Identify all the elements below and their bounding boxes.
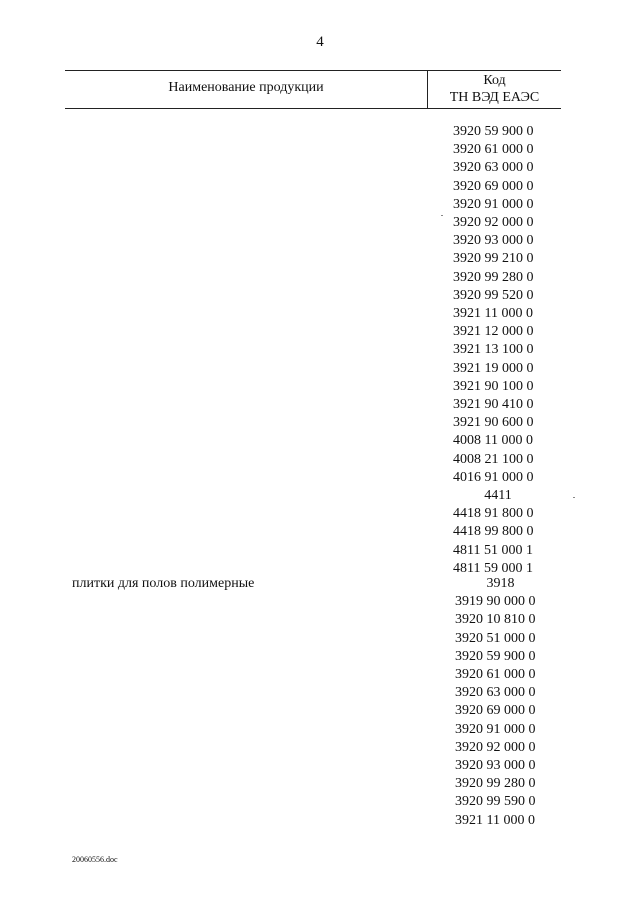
code-item: 3919 90 000 0 xyxy=(455,594,536,610)
code-item: 3921 11 000 0 xyxy=(455,812,535,828)
code-item: 3920 51 000 0 xyxy=(455,630,536,646)
code-item: 4008 21 100 0 xyxy=(453,451,534,467)
code-item: 3920 91 000 0 xyxy=(455,721,536,737)
code-item-heading: 3918 xyxy=(486,576,515,591)
code-item: 4811 59 000 1 xyxy=(453,560,533,576)
code-item: 3920 92 000 0 xyxy=(455,739,536,755)
code-item: 3920 93 000 0 xyxy=(453,233,534,249)
code-item: 3921 90 600 0 xyxy=(453,415,534,431)
code-item: 4418 99 800 0 xyxy=(453,524,534,540)
code-item: 3920 69 000 0 xyxy=(453,178,534,194)
code-item: 3920 61 000 0 xyxy=(455,667,536,683)
code-item: 4008 11 000 0 xyxy=(453,433,533,449)
code-item: 3920 99 520 0 xyxy=(453,287,534,303)
code-item: 3921 13 100 0 xyxy=(453,342,534,358)
column-header-code-line1: Код xyxy=(483,73,506,88)
code-list-group-2 xyxy=(428,575,593,830)
code-item: 3921 12 000 0 xyxy=(453,324,534,340)
code-item: 3920 99 280 0 xyxy=(453,269,534,285)
code-item: 3920 93 000 0 xyxy=(455,758,536,774)
code-item: 3920 99 590 0 xyxy=(455,794,536,810)
column-header-code-line2: ТН ВЭД ЕАЭС xyxy=(449,90,540,105)
code-item: 4811 51 000 1 xyxy=(453,542,533,558)
code-item: 3920 92 000 0 xyxy=(453,215,534,231)
column-header-product-name: Наименование продукции xyxy=(168,80,324,95)
code-item: 4418 91 800 0 xyxy=(453,506,534,522)
code-item: 3921 90 410 0 xyxy=(453,397,534,413)
code-item: 3920 63 000 0 xyxy=(453,160,534,176)
code-item: 3920 99 210 0 xyxy=(453,251,534,267)
code-item: 3920 99 280 0 xyxy=(455,776,536,792)
code-item: 3920 69 000 0 xyxy=(455,703,536,719)
code-item: 3920 63 000 0 xyxy=(455,685,536,701)
code-item: 3921 90 100 0 xyxy=(453,378,534,394)
code-item: 3920 59 900 0 xyxy=(453,124,534,139)
code-item: 3920 10 810 0 xyxy=(455,612,536,628)
product-name-floor-tiles: плитки для полов полимерные xyxy=(72,576,255,591)
code-item: 3920 61 000 0 xyxy=(453,142,534,158)
scan-speck xyxy=(573,497,575,498)
table-top-rule xyxy=(65,70,561,71)
code-item: 3920 91 000 0 xyxy=(453,196,534,212)
footer-filename: 20060556.doc xyxy=(72,855,118,864)
column-header-code xyxy=(428,72,561,106)
table-header-rule xyxy=(65,108,561,109)
page-number: 4 xyxy=(316,34,324,50)
code-item: 3921 11 000 0 xyxy=(453,306,533,322)
code-item-heading: 4411 xyxy=(484,488,512,504)
code-item: 3921 19 000 0 xyxy=(453,360,534,376)
scan-speck xyxy=(441,215,443,216)
code-item: 3920 59 900 0 xyxy=(455,648,536,664)
code-list-group-1 xyxy=(428,123,593,578)
code-item: 4016 91 000 0 xyxy=(453,469,534,485)
